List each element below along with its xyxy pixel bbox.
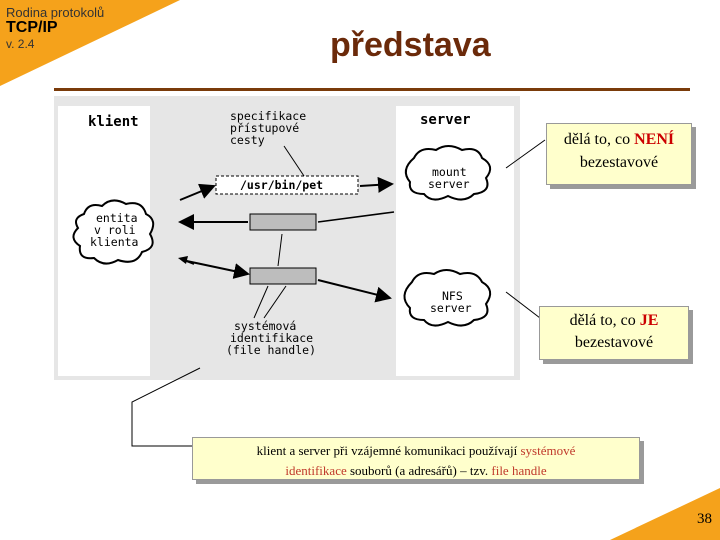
diagram-canvas xyxy=(54,96,520,380)
callout3-emph1b: identifikace xyxy=(285,462,347,478)
server-label: server xyxy=(420,112,471,128)
callout1-suffix: bezestavové xyxy=(579,154,659,172)
handle-box-2 xyxy=(250,268,316,284)
diagram-panel xyxy=(54,96,520,380)
handle-box-1 xyxy=(250,214,316,230)
arrow-client-to-path xyxy=(180,186,214,200)
callout2-suffix: bezestavové xyxy=(574,334,654,352)
callout-file-handle xyxy=(192,437,640,480)
arrow-back-head xyxy=(178,256,188,264)
callout2-emphasis: JE xyxy=(639,312,659,329)
callout3-part1: klient a server při vzájemné komunikaci používají xyxy=(256,443,521,458)
mount-line2: server xyxy=(428,177,470,191)
series-label: Rodina protokolů xyxy=(6,5,105,20)
page-number: 38 xyxy=(697,511,712,527)
arrow-handle-to-nfs xyxy=(318,280,390,298)
brand-block xyxy=(6,6,104,50)
path-spec-pointer xyxy=(284,146,304,176)
path-spec-line1: specifikace xyxy=(230,109,307,123)
callout2-prefix: dělá to, co xyxy=(569,312,640,329)
sysid-line3: (file handle) xyxy=(226,343,317,357)
callout3-emph2: file handle xyxy=(491,462,547,478)
callout-stateless xyxy=(539,306,689,360)
mount-line1: mount xyxy=(432,165,467,179)
page-title: představa xyxy=(330,26,491,64)
nfs-line2: server xyxy=(430,301,472,315)
callout1-prefix: dělá to, co xyxy=(563,131,635,148)
path-spec-line2: přístupové xyxy=(230,121,300,135)
path-spec-line3: cesty xyxy=(230,133,265,147)
entity-line3: klienta xyxy=(90,235,139,249)
arrow-path-to-mount xyxy=(360,184,392,186)
nfs-line1: NFS xyxy=(442,289,463,303)
line-mount-to-handle xyxy=(318,212,394,222)
protocol-label: TCP/IP xyxy=(6,19,58,36)
title-divider xyxy=(54,88,690,91)
sysid-line1: systémová xyxy=(234,319,297,333)
version-label: v. 2.4 xyxy=(6,37,35,51)
entity-line1: entita xyxy=(96,211,138,225)
callout3-part2: souborů (a adresářů) – tzv. xyxy=(346,462,492,478)
pointer-handle-1 xyxy=(278,234,282,266)
sysid-line2: identifikace xyxy=(230,331,314,345)
callout1-emphasis: NENÍ xyxy=(634,131,675,148)
client-label: klient xyxy=(88,114,139,130)
path-value: /usr/bin/pet xyxy=(240,178,324,192)
callout3-emph1: systémové xyxy=(520,443,576,458)
pointer-handle-2a xyxy=(254,286,268,318)
entity-line2: v roli xyxy=(94,223,136,237)
callout-not-stateless xyxy=(546,123,692,185)
pointer-handle-2b xyxy=(264,286,286,318)
